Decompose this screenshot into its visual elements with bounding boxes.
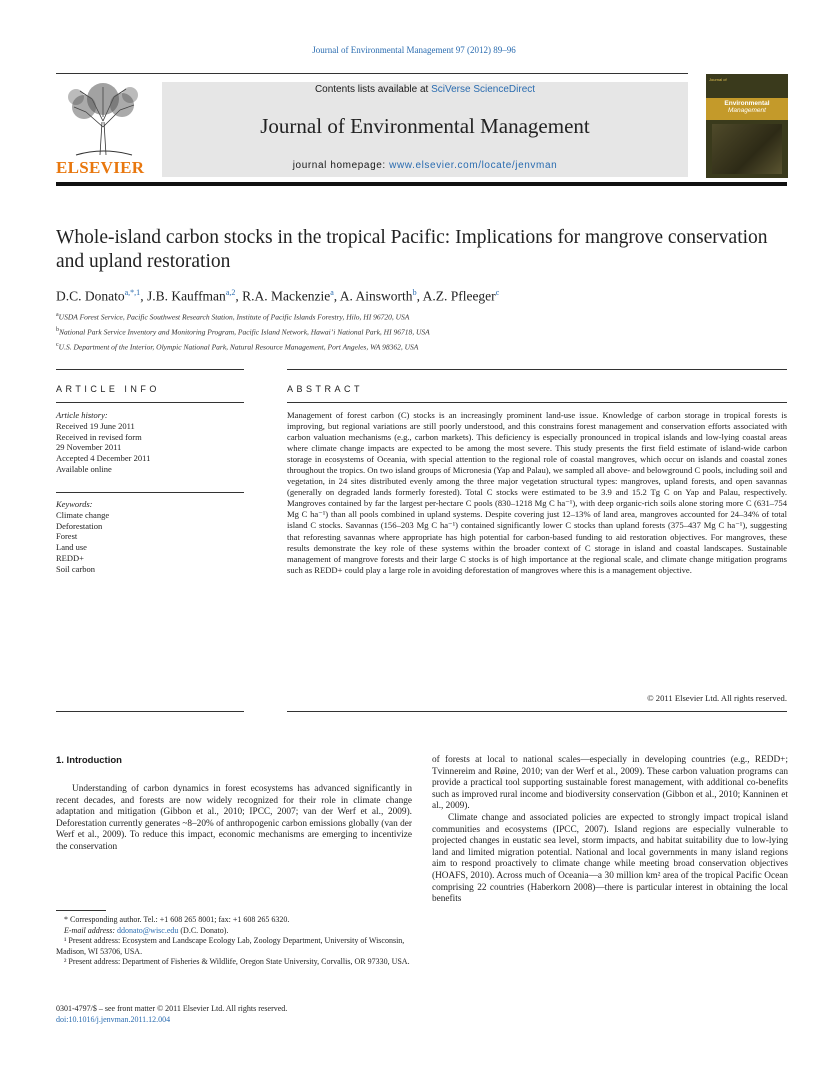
affiliation-text: National Park Service Inventory and Monitoring Program, Pacific Island Network, Hawai’i National Park, HI 96718, USA — [59, 327, 430, 337]
author-name[interactable]: D.C. Donato — [56, 288, 125, 304]
sciencedirect-link[interactable]: SciVerse ScienceDirect — [431, 84, 536, 95]
author-sup[interactable]: c — [495, 288, 500, 297]
article-title: Whole-island carbon stocks in the tropical Pacific: Implications for mangrove conservation and upland restoration — [56, 227, 768, 272]
keyword-item: Deforestation — [56, 520, 103, 531]
author-sep: , — [333, 288, 340, 304]
body-column-right — [432, 755, 788, 906]
author-name[interactable]: J.B. Kauffman — [146, 288, 226, 304]
history-item: Available online — [56, 463, 112, 474]
author-sup[interactable]: b — [412, 288, 417, 297]
abstract-copyright: © 2011 Elsevier Ltd. All rights reserved. — [647, 693, 787, 703]
email-link[interactable]: ddonato@wisc.edu — [117, 925, 179, 935]
body-column-left — [56, 784, 412, 854]
author-sup[interactable]: a — [330, 288, 334, 297]
cover-title-line2: Management — [728, 107, 766, 114]
email-label: E-mail address: — [64, 925, 118, 935]
homepage-prefix: journal homepage: — [292, 160, 390, 171]
keyword-item: REDD+ — [56, 552, 84, 563]
footnote-note2: ² Present address: Department of Fisheries & Wildlife, Oregon State University, Corvallis, OR 97330, USA. — [64, 957, 410, 967]
history-item: Accepted 4 December 2011 — [56, 453, 151, 464]
affiliation-item — [56, 324, 786, 339]
history-item: Received 19 June 2011 — [56, 420, 135, 431]
contents-prefix: Contents lists available at — [314, 84, 432, 95]
journal-citation[interactable]: Journal of Environmental Management 97 (2012) 89–96 — [312, 45, 516, 55]
history-item: Received in revised form — [56, 431, 142, 442]
info-rule-keywords — [56, 492, 244, 493]
history-item: 29 November 2011 — [56, 442, 122, 453]
abstract-text: Management of forest carbon (C) stocks is an increasingly prominent land-use issue. Knowledge of carbon storage in tropical forests is improving, but regional variations are still poorly understood, and this constrains forest management and conservation efforts associated with carbon valuation mechanisms (e.g., carbon markets). This deficiency is especially pronounced in tropical islands and low-lying coastal areas where climate change impacts are expected to be among the most severe. This study presents the first field estimate of island-wide carbon storage in ecosystems of Oceania, with special attention to the regional role of coastal mangroves, which occur on islands and coastal zones throughout the tropics. On two island groups of Micronesia (Yap and Palau), we sampled all above- and belowground C pools, including soil and vegetation, in 24 sites distributed evenly among the three major vegetation structural types: mangroves, upland forests, and open savannas (generally on degraded lands formerly forested). Total C stocks were estimated to be 3.9 and 15.2 Tg C on Yap and Palau, respectively. Mangroves contained by far the largest per-hectare C pools (830–1218 Mg C ha⁻¹), with deep organic-rich soils alone storing more C (631–754 Mg C ha⁻¹) than all pools combined in upland systems. Despite covering just 12–13% of land area, mangroves accounted for 24–34% of total island C stocks. Savannas (156–203 Mg C ha⁻¹) contained significantly lower C stocks than upland forests (375–437 Mg C ha⁻¹), suggesting that reforesting savannas where appropriate has high potential for carbon-based funding to aid restoration objectives. For mangroves, these results demonstrate the key role of these systems within the broader context of C storage in island and coastal landscapes. Sustainable management of mangrove forests and their large C stocks is of high importance at the regional scale, and climate change mitigation programs such as REDD+ could play a large role in avoiding deforestation of mangroves where this is a management objective. — [287, 410, 787, 575]
history-label: Article history: — [56, 410, 108, 420]
article-history — [56, 410, 244, 475]
affiliation-item — [56, 339, 786, 354]
keyword-item: Climate change — [56, 509, 110, 520]
affiliation-sup: b — [56, 327, 59, 333]
header-rule — [56, 73, 688, 74]
section-heading: 1. Introduction — [56, 755, 122, 766]
journal-homepage — [162, 160, 688, 171]
body-paragraph: Climate change and associated policies are expected to strongly impact tropical island communities and ecosystems (IPCC, 2007). Island regions are especially vulnerable to projected changes in eustatic sea level, storm impacts, and habitat suitability due to low-lying land and limited migration potential. National and local governments in many island regions aim to respond proactively to climate change while meeting broad conservation objectives (HOAFS, 2010). Across much of Oceania—a 30 million km² area of the tropical Pacific Ocean comprising 22 countries (Haberkorn 2008)—there is particular interest in obtaining the local benefits — [432, 812, 788, 905]
body-paragraph: Understanding of carbon dynamics in forest ecosystems has advanced significantly in recent decades, and forests are now widely recognized for their role in climate change adaptation and mitigation (Gibbon et al., 2010; IPCC, 2007; van der Werf et al., 2009). Deforestation currently generates ~8–20% of anthropogenic carbon emissions globally (van der Werf et al., 2009). To reduce this impact, economic mechanisms are emerging to incentivize the conservation — [56, 784, 412, 852]
email-suffix: (D.C. Donato). — [178, 925, 229, 935]
keyword-item: Land use — [56, 542, 87, 553]
author-sep: , — [140, 288, 147, 304]
author-name[interactable]: A. Ainsworth — [339, 288, 413, 304]
footnote-corresponding: * Corresponding author. Tel.: +1 608 265 8001; fax: +1 608 265 6320. — [64, 915, 290, 924]
keywords-label: Keywords: — [56, 499, 93, 509]
footnote-rule — [56, 910, 106, 911]
author-sep: , — [416, 288, 423, 304]
header-thick-rule — [56, 182, 787, 186]
footnote-note1: ¹ Present address: Ecosystem and Landscape Ecology Lab, Zoology Department, University of Wisconsin, Madison, WI 53706, USA. — [56, 936, 405, 956]
author-name[interactable]: R.A. Mackenzie — [242, 288, 331, 304]
footnote-email — [56, 926, 412, 937]
info-rule-bottom — [56, 711, 244, 712]
abstract-heading: ABSTRACT — [287, 384, 364, 394]
abstract-rule-top — [287, 369, 787, 370]
info-rule-mid — [56, 402, 244, 403]
article-info-heading: ARTICLE INFO — [56, 384, 160, 394]
issn-line: 0301-4797/$ – see front matter © 2011 Elsevier Ltd. All rights reserved. — [56, 1004, 288, 1013]
body-paragraph: of forests at local to national scales—especially in developing countries (e.g., REDD+; Tvinnereim and Røine, 2010; van der Werf et al., 2009). These carbon valuation programs can provide a practical tool supporting sustainable forest management, with additional co-benefits such as improved rural income and biodiversity conservation (Gibbon et al., 2010; Kanninen et al., 2009). — [432, 755, 788, 812]
author-sep: , — [235, 288, 243, 304]
author-sup[interactable]: a,2 — [225, 288, 236, 297]
affiliation-item — [56, 309, 786, 324]
abstract-rule-bottom — [287, 711, 787, 712]
cover-title-line1: Environmental — [724, 100, 770, 107]
affiliation-sup: a — [56, 312, 59, 318]
affiliations — [56, 309, 786, 354]
elsevier-wordmark[interactable]: ELSEVIER — [56, 158, 145, 177]
author-name[interactable]: A.Z. Pfleeger — [422, 288, 496, 304]
journal-title: Journal of Environmental Management — [260, 114, 590, 138]
affiliation-text: U.S. Department of the Interior, Olympic National Park, Natural Resource Management, Port Angeles, WA 98362, USA — [58, 342, 419, 352]
affiliation-sup: c — [56, 342, 59, 348]
author-sup[interactable]: a,*,1 — [124, 288, 141, 297]
author-list — [56, 288, 786, 305]
issn-block — [56, 1003, 287, 1025]
cover-title — [706, 100, 788, 114]
homepage-link[interactable]: www.elsevier.com/locate/jenvman — [389, 160, 558, 171]
contents-line — [162, 84, 688, 95]
keywords — [56, 499, 244, 575]
cover-small-text: Journal of — [709, 77, 727, 82]
cover-image — [712, 124, 782, 174]
doi-link[interactable]: doi:10.1016/j.jenvman.2011.12.004 — [56, 1015, 171, 1024]
info-rule-top — [56, 369, 244, 370]
keyword-item: Forest — [56, 531, 78, 542]
journal-cover[interactable] — [706, 74, 788, 178]
footnotes — [56, 915, 412, 968]
affiliation-text: USDA Forest Service, Pacific Southwest Research Station, Institute of Pacific Islands Forestry, Hilo, HI 96720, USA — [58, 312, 410, 322]
keyword-item: Soil carbon — [56, 563, 95, 574]
abstract-rule-mid — [287, 402, 787, 403]
